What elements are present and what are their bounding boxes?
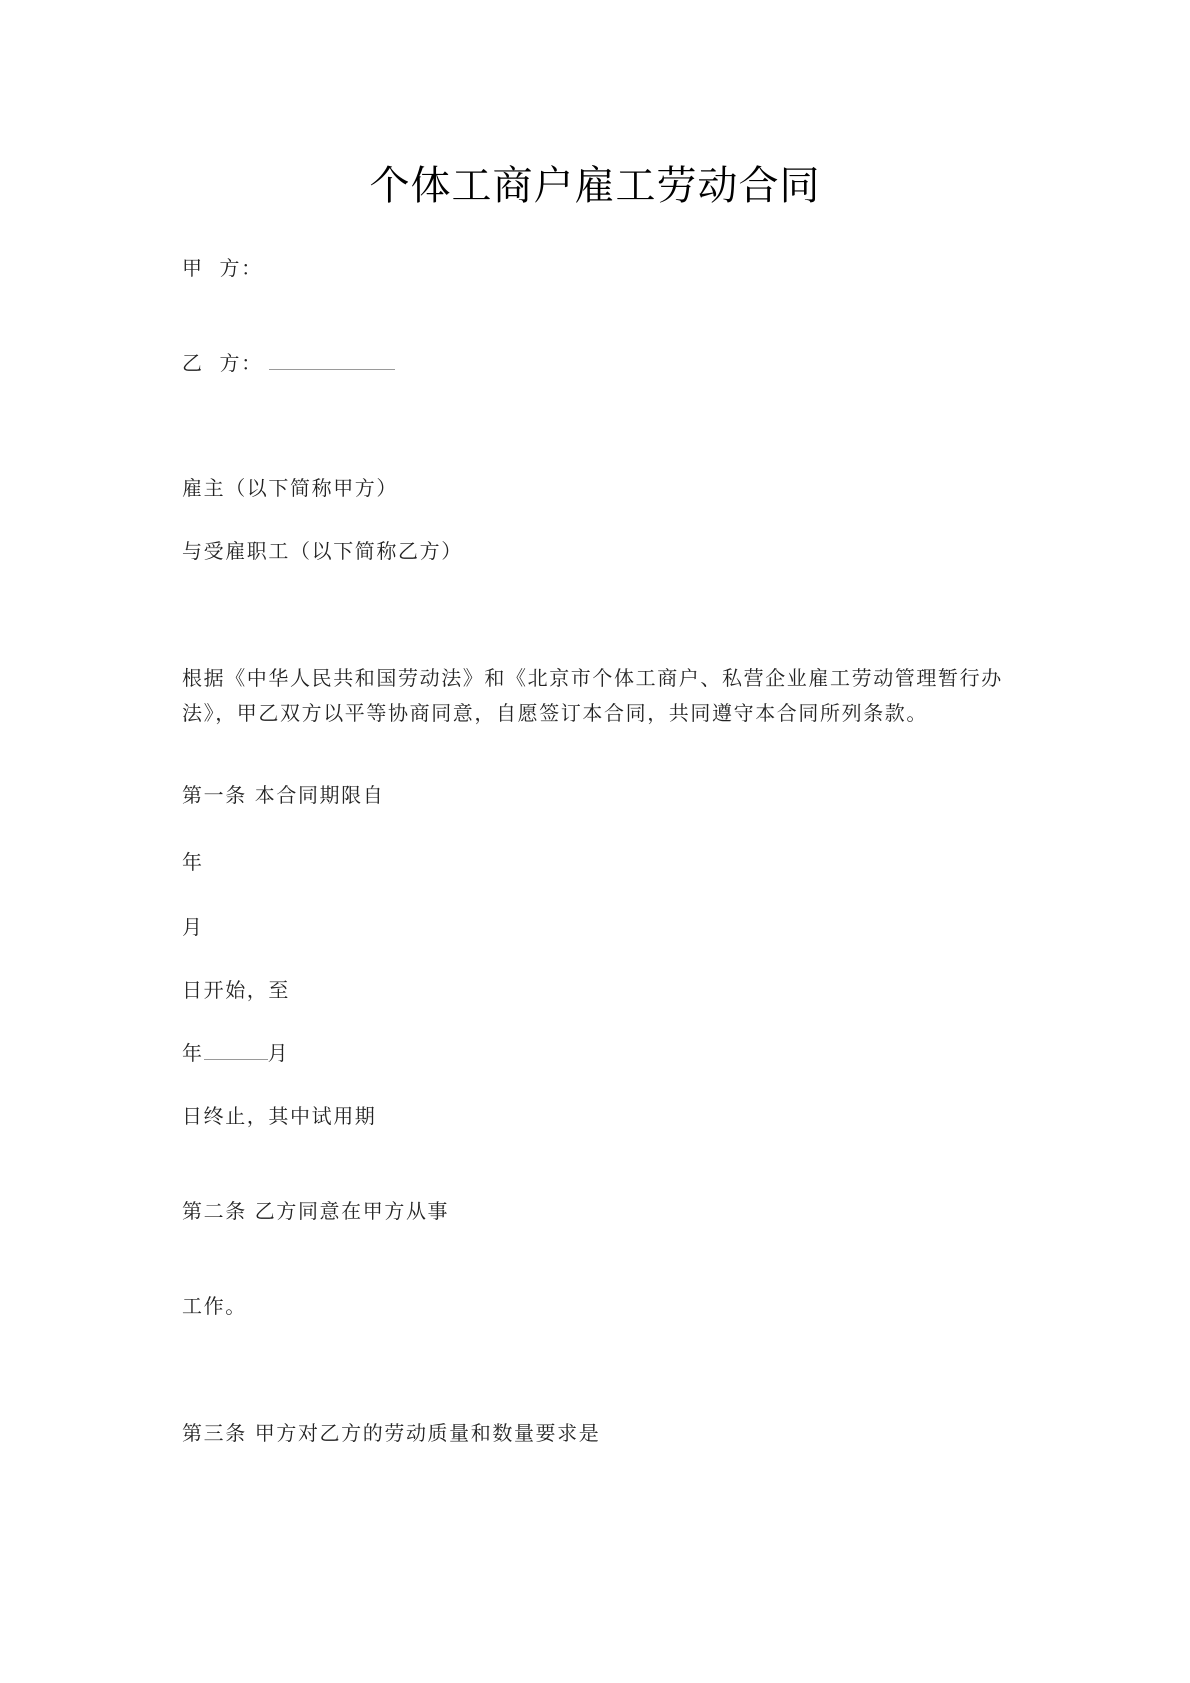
employee-line: 与受雇职工（以下简称乙方） [182, 539, 463, 563]
article1-day-end: 日终止，其中试用期 [182, 1104, 377, 1128]
party-b-label: 乙 方： [182, 351, 263, 375]
document-title: 个体工商户雇工劳动合同 [369, 163, 821, 209]
article1-month2: 月 [267, 1041, 290, 1065]
article1-month1: 月 [182, 915, 204, 939]
article2-heading: 第二条 乙方同意在甲方从事 [182, 1199, 450, 1223]
party-a-line [182, 255, 263, 281]
article2-tail: 工作。 [182, 1294, 247, 1318]
party-a-label: 甲 方： [182, 256, 263, 280]
article1-end-date-line [182, 1040, 289, 1066]
preamble-line-2: 法》，甲乙双方以平等协商同意，自愿签订本合同，共同遵守本合同所列条款。 [182, 701, 928, 725]
article1-heading: 第一条 本合同期限自 [182, 783, 385, 807]
article1-year1: 年 [182, 850, 204, 874]
article1-year2: 年 [182, 1041, 204, 1065]
party-b-line [182, 350, 395, 376]
article1-day-start: 日开始，至 [182, 978, 290, 1002]
article3-heading: 第三条 甲方对乙方的劳动质量和数量要求是 [182, 1421, 601, 1445]
end-year-blank-field[interactable] [204, 1041, 268, 1060]
party-b-blank-field[interactable] [269, 351, 395, 370]
preamble-line-1: 根据《中华人民共和国劳动法》和《北京市个体工商户、私营企业雇工劳动管理暂行办 [182, 666, 1003, 690]
employer-line: 雇主（以下简称甲方） [182, 476, 398, 500]
